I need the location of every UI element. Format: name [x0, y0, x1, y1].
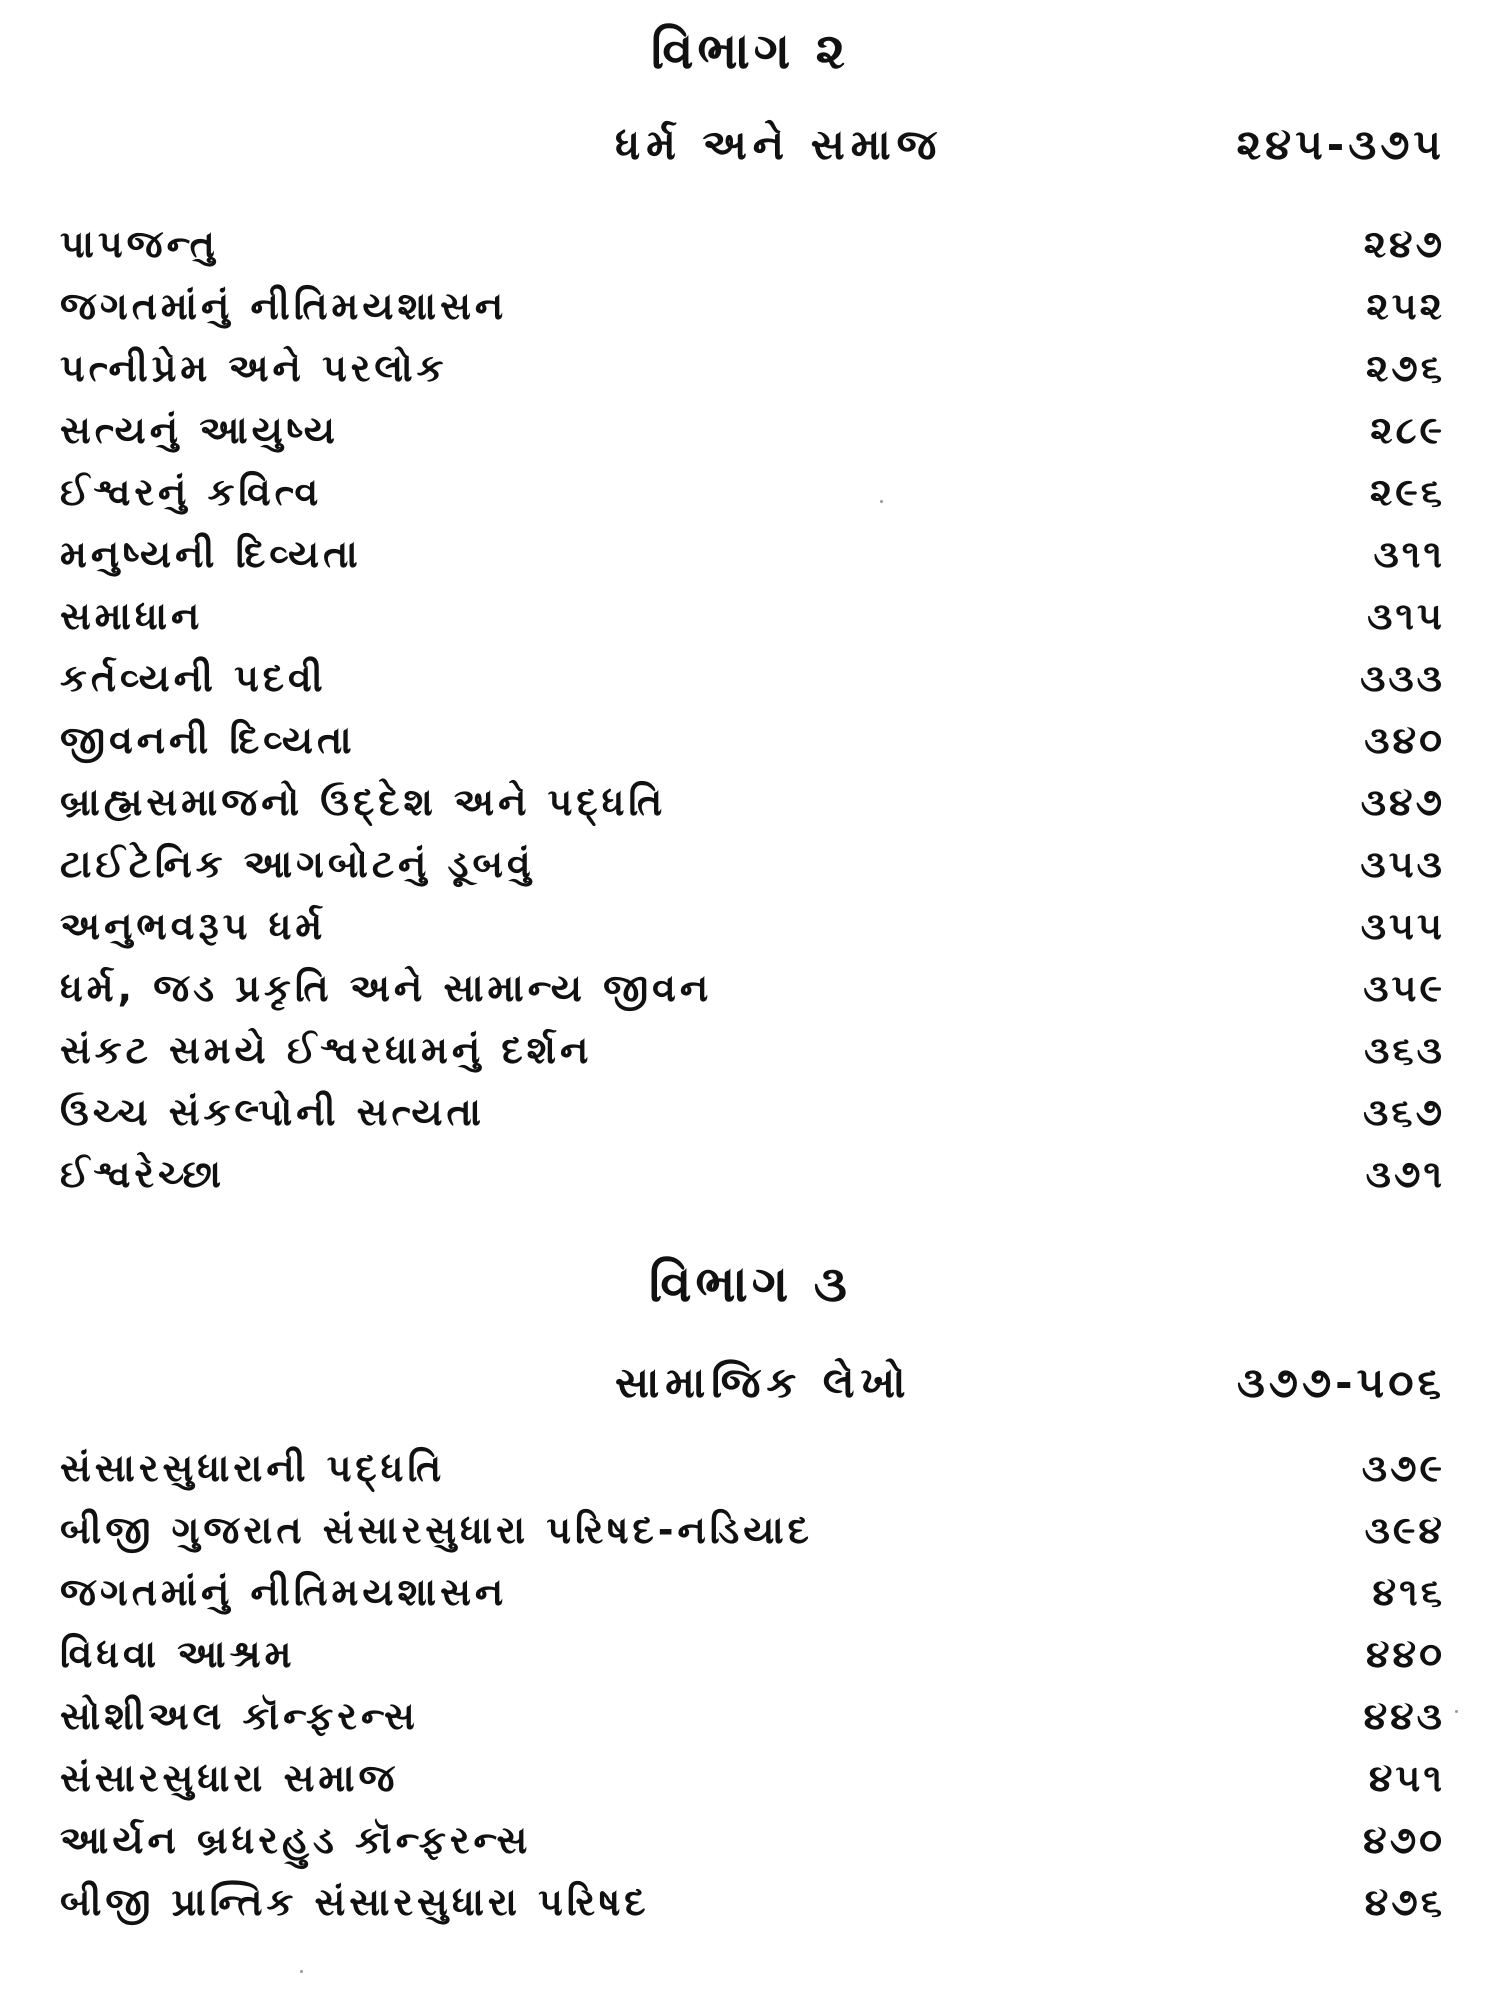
entry-title: વિધવા આશ્રમ — [60, 1632, 296, 1676]
toc-list — [60, 1437, 1445, 1933]
toc-entry[interactable] — [60, 1081, 1445, 1143]
section-heading: વિભાગ ૨ — [651, 22, 849, 80]
entry-title: જીવનની દિવ્યતા — [60, 718, 356, 762]
entry-page-number: ૩૩૩ — [1360, 656, 1445, 700]
entry-page-number: ૩૪૭ — [1360, 780, 1445, 824]
toc-entry[interactable] — [60, 1561, 1445, 1623]
entry-title: બ્રાહ્મસમાજનો ઉદ્દેશ અને પદ્ધતિ — [60, 780, 667, 824]
toc-entry[interactable] — [60, 709, 1445, 771]
toc-entry[interactable] — [60, 585, 1445, 647]
entry-page-number: ૩૪૦ — [1364, 718, 1445, 762]
toc-entry[interactable] — [60, 895, 1445, 957]
toc-entry[interactable] — [60, 1747, 1445, 1809]
entry-title: ઈશ્વરનું કવિત્વ — [60, 470, 323, 514]
entry-page-number: ૪૭૦ — [1363, 1818, 1445, 1862]
entry-title: જગતમાંનું નીતિમયશાસન — [60, 1570, 508, 1614]
section-title: ધર્મ અને સમાજ — [615, 120, 943, 169]
entry-title: પાપજન્તુ — [60, 222, 219, 266]
entry-page-number: ૨૮૯ — [1370, 408, 1445, 452]
toc-entry[interactable] — [60, 833, 1445, 895]
entry-page-number: ૩૬૭ — [1363, 1090, 1445, 1134]
toc-entry[interactable] — [60, 1623, 1445, 1685]
toc-entry[interactable] — [60, 1499, 1445, 1561]
section-header — [60, 120, 1445, 180]
entry-page-number: ૩૬૩ — [1364, 1028, 1445, 1072]
entry-title: સત્યનું આયુષ્ય — [60, 408, 339, 452]
entry-title: સમાધાન — [60, 594, 204, 638]
entry-page-number: ૩૫૯ — [1363, 966, 1445, 1010]
toc-entry[interactable] — [60, 1685, 1445, 1747]
entry-page-number: ૩૫૫ — [1360, 904, 1445, 948]
section-page-range: ૨૪૫-૩૭૫ — [1236, 120, 1445, 169]
section-header — [60, 1358, 1445, 1418]
toc-entry[interactable] — [60, 1871, 1445, 1933]
entry-title: આર્યન બ્રધરહુડ કૉન્ફરન્સ — [60, 1818, 532, 1862]
entry-title: ધર્મ, જડ પ્રકૃતિ અને સામાન્ય જીવન — [60, 966, 713, 1010]
scan-speck — [1455, 1710, 1458, 1713]
toc-entry[interactable] — [60, 523, 1445, 585]
entry-page-number: ૪૪૩ — [1363, 1694, 1445, 1738]
section-page-range: ૩૭૭-૫૦૬ — [1236, 1358, 1445, 1407]
entry-title: સોશીઅલ કૉન્ફરન્સ — [60, 1694, 419, 1738]
toc-entry[interactable] — [60, 461, 1445, 523]
entry-page-number: ૩૭૧ — [1365, 1152, 1445, 1196]
toc-entry[interactable] — [60, 957, 1445, 1019]
toc-entry[interactable] — [60, 1019, 1445, 1081]
toc-entry[interactable] — [60, 647, 1445, 709]
entry-page-number: ૩૭૯ — [1361, 1446, 1445, 1490]
entry-page-number: ૨૫૨ — [1366, 284, 1445, 328]
entry-page-number: ૩૧૧ — [1373, 532, 1445, 576]
entry-title: કર્તવ્યની પદવી — [60, 656, 327, 700]
toc-entry[interactable] — [60, 399, 1445, 461]
toc-entry[interactable] — [60, 275, 1445, 337]
entry-title: સંકટ સમયે ઈશ્વરધામનું દર્શન — [60, 1028, 593, 1072]
entry-page-number: ૩૫૩ — [1360, 842, 1445, 886]
toc-list — [60, 213, 1445, 1205]
entry-page-number: ૨૭૬ — [1366, 346, 1445, 390]
entry-title: સંસારસુધારાની પદ્ધતિ — [60, 1446, 446, 1490]
entry-title: અનુભવરૂપ ધર્મ — [60, 904, 327, 948]
entry-title: મનુષ્યની દિવ્યતા — [60, 532, 362, 576]
entry-title: સંસારસુધારા સમાજ — [60, 1756, 399, 1800]
entry-title: બીજી પ્રાન્તિક સંસારસુધારા પરિષદ — [60, 1880, 650, 1924]
entry-title: પત્નીપ્રેમ અને પરલોક — [60, 346, 448, 390]
entry-page-number: ૪૧૬ — [1372, 1570, 1445, 1614]
section-title: સામાજિક લેખો — [615, 1358, 912, 1407]
scan-speck — [880, 500, 883, 503]
entry-page-number: ૨૪૭ — [1363, 222, 1445, 266]
entry-page-number: ૪૫૧ — [1368, 1756, 1445, 1800]
section-heading: વિભાગ ૩ — [649, 1255, 851, 1313]
entry-page-number: ૩૯૪ — [1364, 1508, 1445, 1552]
entry-page-number: ૩૧૫ — [1367, 594, 1445, 638]
entry-title: જગતમાંનું નીતિમયશાસન — [60, 284, 508, 328]
toc-entry[interactable] — [60, 213, 1445, 275]
entry-title: બીજી ગુજરાત સંસારસુધારા પરિષદ-નડિયાદ — [60, 1508, 813, 1552]
toc-entry[interactable] — [60, 1143, 1445, 1205]
scan-speck — [300, 1970, 303, 1973]
entry-title: ટાઈટેનિક આગબોટનું ડૂબવું — [60, 842, 535, 886]
entry-title: ઈશ્વરેચ્છા — [60, 1152, 226, 1196]
toc-entry[interactable] — [60, 771, 1445, 833]
toc-entry[interactable] — [60, 337, 1445, 399]
toc-entry[interactable] — [60, 1437, 1445, 1499]
toc-entry[interactable] — [60, 1809, 1445, 1871]
entry-page-number: ૪૪૦ — [1366, 1632, 1445, 1676]
entry-title: ઉચ્ચ સંકલ્પોની સત્યતા — [60, 1090, 485, 1134]
entry-page-number: ૪૭૬ — [1364, 1880, 1445, 1924]
entry-page-number: ૨૯૬ — [1369, 470, 1445, 514]
